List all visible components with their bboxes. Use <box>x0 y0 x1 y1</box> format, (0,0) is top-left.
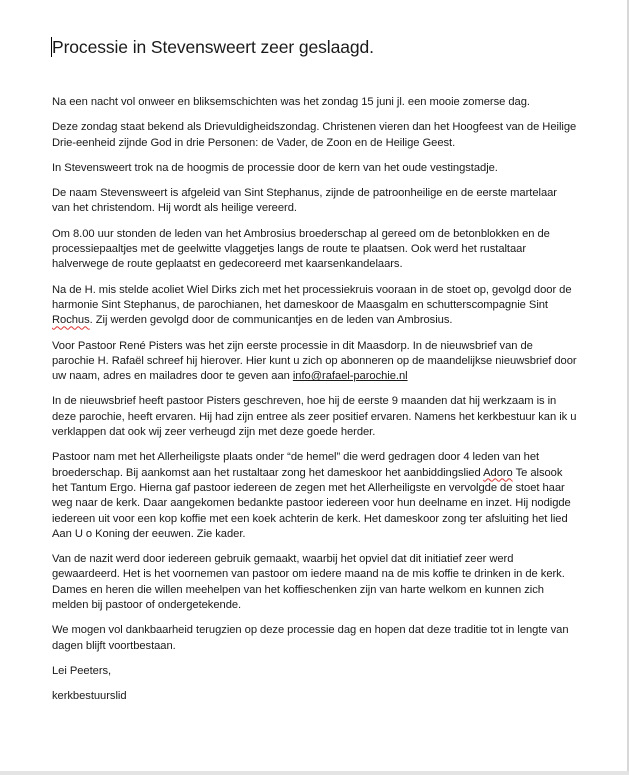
paragraph-8[interactable]: In de nieuwsbrief heeft pastoor Pisters geschreven, hoe hij de eerste 9 maanden dat hij werkzaam is in deze parochie, heeft ervaren. Hij had zijn entree als zeer positief ervaren. Namens het kerkbestuur kan ik u verklappen dat ook wij zeer verheugd zijn met deze goede herder. <box>52 395 577 439</box>
paragraph-3[interactable]: In Stevensweert trok na de hoogmis de processie door de kern van het oude vestingstadje. <box>52 161 498 174</box>
paragraph-9-text-c: Te alsook het Tantum Ergo. Hierna gaf pastoor iedereen de zegen met het Allerheiligste en vervolgde de stoet haar weg naar de kerk. Daar aangekomen bedankte pastoor iedereen voor hun deelname en inzet. Hij nodigde iedereen uit voor een kop koffie met een koek achterin de kerk. Het dameskoor zong ter afsluiting het lied Aan U o Koning der eeuwen. Zie kader. <box>52 466 571 540</box>
paragraph-4[interactable]: De naam Stevensweert is afgeleid van Sint Stephanus, zijnde de patroonheilige en de eerste martelaar van het christendom. Hij wordt als heilige vereerd. <box>52 187 557 215</box>
spelling-flag-adoro[interactable]: Adoro <box>483 466 513 479</box>
paragraph-5[interactable]: Om 8.00 uur stonden de leden van het Ambrosius broederschap al gereed om de betonblokken en de processiepaaltjes met de geelwitte vlaggetjes langs de route te plaatsen. Ook werd het rustaltaar halverwege de route geplaatst en gedecoreerd met kaarsenkandelaars. <box>52 227 550 271</box>
signature-role[interactable]: kerkbestuurslid <box>52 690 127 703</box>
paragraph-2[interactable]: Deze zondag staat bekend als Drievuldigheidszondag. Christenen vieren dan het Hoogfeest van de Heilige Drie-eenheid zijnde God in drie Personen: de Vader, de Zoon en de Heilige Geest. <box>52 121 577 149</box>
paragraph-7-text: Voor Pastoor René Pisters was het zijn eerste processie in dit Maasdorp. In de nieuwsbrief van de parochie H. Rafaël schreef hij hierover. Hier kunt u zich op abonneren op de maandelijkse nieuwsbrief door uw naam, adres en mailadres door te geven aan <box>52 339 577 383</box>
page-bottom-edge <box>0 771 629 775</box>
paragraph-11[interactable]: We mogen vol dankbaarheid terugzien op deze processie dag en hopen dat deze traditie tot in lengte van dagen blijft voortbestaan. <box>52 624 569 652</box>
paragraph-9[interactable] <box>52 450 577 542</box>
paragraph-6-text-c: . Zij werden gevolgd door de communicantjes en de leden van Ambrosius. <box>89 314 453 327</box>
spelling-flag-rochus[interactable]: Rochus <box>52 314 90 327</box>
paragraph-1[interactable]: Na een nacht vol onweer en bliksemschichten was het zondag 15 juni jl. een mooie zomerse dag. <box>52 96 530 108</box>
paragraph-7[interactable] <box>52 339 577 385</box>
text-cursor <box>51 37 52 57</box>
paragraph-10[interactable]: Van de nazit werd door iedereen gebruik gemaakt, waarbij het opviel dat dit initiatief zeer werd gewaardeerd. Het is het voornemen van pastoor om iedere maand na de mis koffie te drinken in de kerk. Dames en heren die willen meehelpen van het koffieschenken zijn van harte welkom en kunnen zich melden bij pastoor of ondergetekende. <box>52 553 565 612</box>
signature-name[interactable]: Lei Peeters, <box>52 664 112 677</box>
document-body[interactable] <box>52 36 577 715</box>
document-title[interactable] <box>52 36 577 58</box>
document-title-text: Processie in Stevensweert zeer geslaagd. <box>52 37 374 57</box>
paragraph-9-text-a: Pastoor nam met het Allerheiligste plaats onder “de hemel” die werd gedragen door 4 leden van het broederschap. Bij aankomst aan het rustaltaar zong het dameskoor het aanbiddingslied <box>52 451 540 479</box>
email-link[interactable]: info@rafael-parochie.nl <box>292 370 408 383</box>
paragraph-6-text-a: Na de H. mis stelde acoliet Wiel Dirks zich met het processiekruis vooraan in de stoet op, gevolgd door de harmonie Sint Stephanus, de parochianen, het dameskoor de Maasgalm en schutterscompagnie Sint <box>52 283 572 311</box>
paragraph-6[interactable] <box>52 283 577 329</box>
